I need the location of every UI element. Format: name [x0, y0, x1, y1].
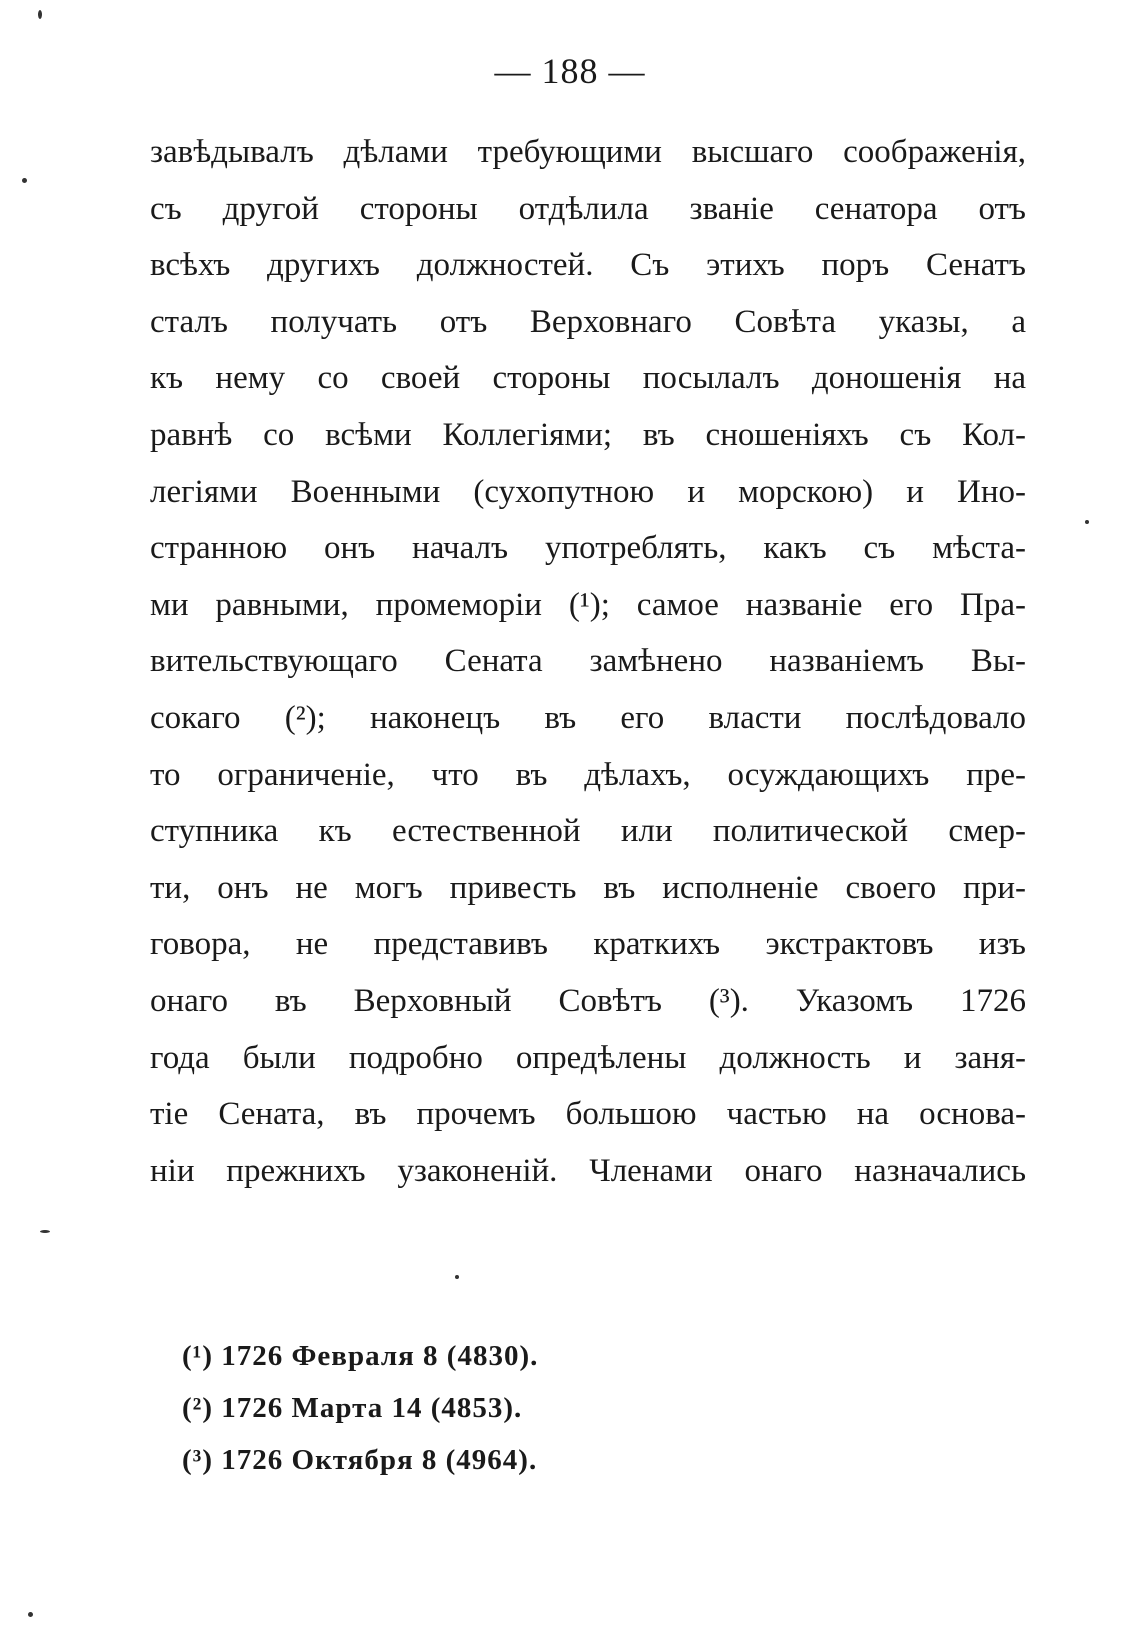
text-line: то ограниченіе, что въ дѣлахъ, осуждающихъ пре- — [150, 756, 1026, 793]
text-line: ти, онъ не могъ привесть въ исполненіе своего при- — [150, 869, 1026, 906]
footnotes — [182, 1330, 538, 1486]
text-line: ніи прежнихъ узаконеній. Членами онаго назначались — [150, 1152, 1026, 1189]
scan-speck — [38, 10, 42, 19]
text-line: равнѣ со всѣми Коллегіями; въ сношеніяхъ съ Кол- — [150, 416, 1026, 453]
text-line: всѣхъ другихъ должностей. Съ этихъ поръ Сенатъ — [150, 247, 1026, 284]
text-line: завѣдывалъ дѣлами требующими высшаго соображенія, — [150, 134, 1026, 170]
scan-speck — [40, 1230, 50, 1233]
text-line: года были подробно опредѣлены должность и заня- — [150, 1039, 1026, 1076]
footnote: (¹) 1726 Февраля 8 (4830). — [182, 1340, 539, 1372]
footnote: (³) 1726 Октября 8 (4964). — [182, 1444, 538, 1476]
scan-speck — [28, 1612, 33, 1617]
text-line: вительствующаго Сената замѣнено названіемъ Вы- — [150, 643, 1026, 680]
text-line: ми равными, промеморіи (¹); самое названіе его Пра- — [150, 586, 1026, 623]
scan-speck — [1085, 520, 1089, 524]
text-line: говора, не представивъ краткихъ экстрактовъ изъ — [150, 926, 1026, 963]
scan-speck — [22, 178, 27, 183]
text-line: съ другой стороны отдѣлила званіе сенатора отъ — [150, 190, 1026, 227]
footnote: (²) 1726 Марта 14 (4853). — [182, 1392, 523, 1424]
page-number: — 188 — — [494, 51, 646, 91]
text-line: ступника къ естественной или политической смер- — [150, 813, 1026, 850]
text-line: легіями Военными (сухопутною и морскою) и Ино- — [150, 473, 1026, 510]
text-line: странною онъ началъ употреблять, какъ съ мѣста- — [150, 530, 1026, 567]
text-line: тіе Сената, въ прочемъ большою частью на основа- — [150, 1096, 1026, 1133]
text-line: онаго въ Верховный Совѣтъ (³). Указомъ 1726 — [150, 982, 1026, 1019]
text-line: сокаго (²); наконецъ въ его власти послѣдовало — [150, 699, 1026, 736]
text-line: сталъ получать отъ Верховнаго Совѣта указы, а — [150, 303, 1026, 340]
text-line: къ нему со своей стороны посылалъ доношенія на — [150, 360, 1026, 397]
body-text — [150, 124, 1026, 1199]
scan-speck — [455, 1275, 459, 1279]
